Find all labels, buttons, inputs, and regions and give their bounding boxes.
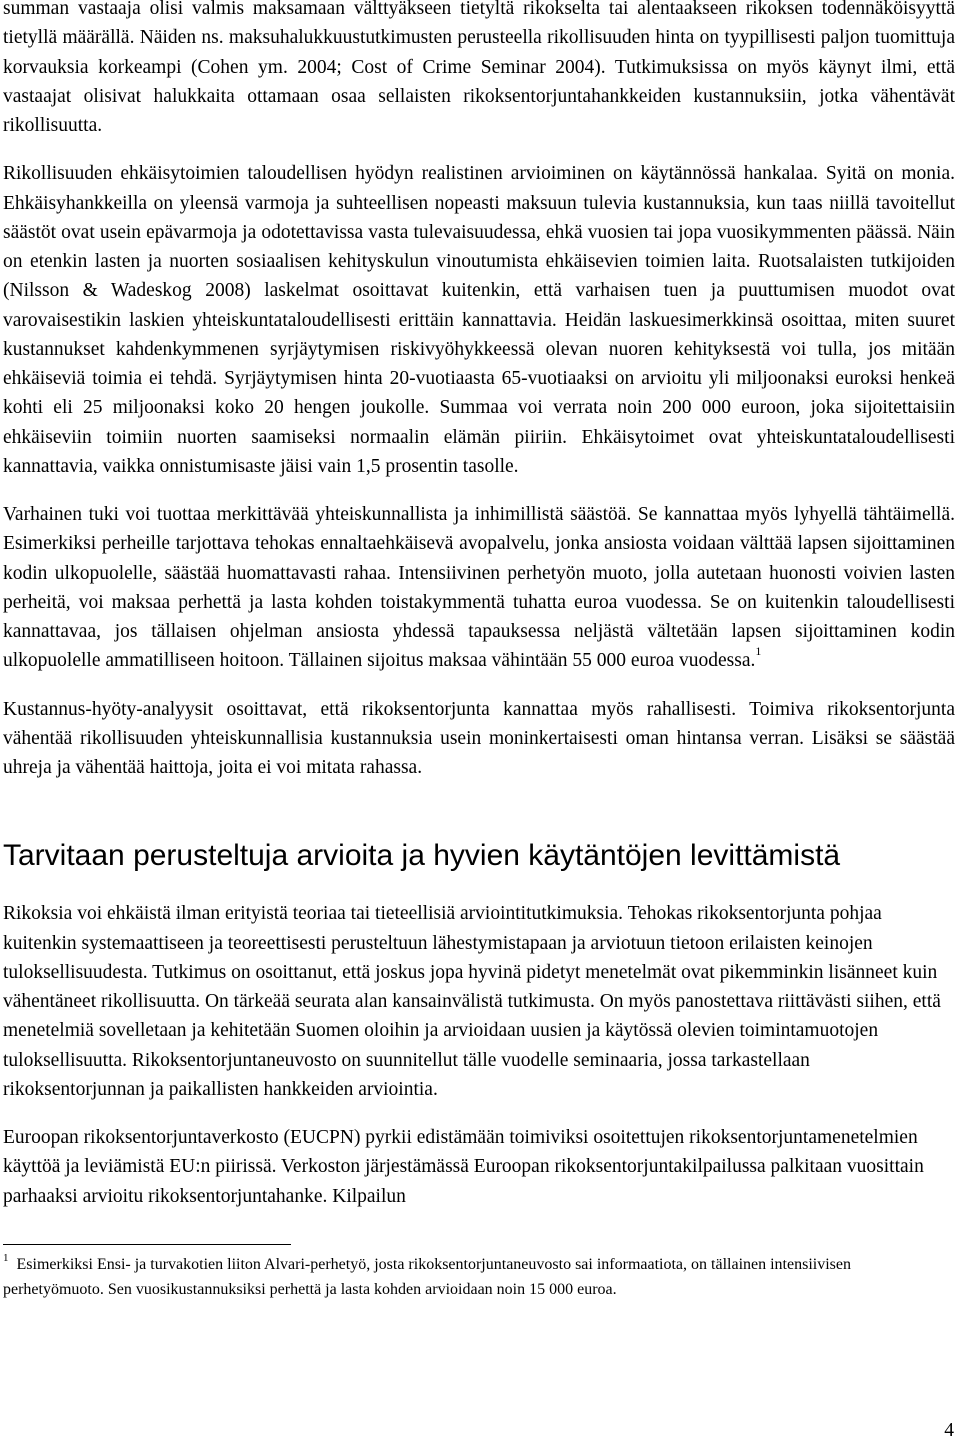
- paragraph: Rikoksia voi ehkäistä ilman erityistä teoriaa tai tieteellisiä arviointitutkimuksia. Tehokas rikoksentorjunta pohjaa kuitenkin systemaattiseen ja teoreettisesti perusteltuun lähestymistapaan ja arviotuun tietoon erilaisten keinojen tuloksellisuudesta. Tutkimus on osoittanut, että joskus jopa hyvinä pidetyt menetelmät ovat pikemminkin lisänneet kuin vähentäneet rikollisuutta. On tärkeää seurata alan kansainvälistä tutkimusta. On myös panostettava riittävästi siihen, että menetelmiä sovelletaan ja kehitetään Suomen oloihin ja arvioidaan uusien ja käytössä olevien toimintamuotojen tuloksellisuutta. Rikoksentorjuntaneuvosto on suunnitellut tälle vuodelle seminaaria, jossa tarkastellaan rikoksentorjunnan ja paikallisten hankkeiden arviointia.: [3, 903, 941, 1100]
- footnote-reference: 1: [755, 644, 762, 659]
- paragraph: summan vastaaja olisi valmis maksamaan välttyäkseen tietyltä rikokselta tai alentaakseen rikoksen todennäköisyyttä tietyllä määrällä. Näiden ns. maksuhalukkuustutkimusten perusteella rikollisuuden hinta on tyypillisesti paljon tuomittuja korvauksia korkeampi (Cohen ym. 2004; Cost of Crime Seminar 2004). Tutkimuksissa on myös käynyt ilmi, että vastaajat olisivat halukkaita ottamaan osaa sellaisten rikoksentorjuntahankkeiden kustannuksiin, jotka vähentävät rikollisuutta.: [3, 0, 955, 136]
- paragraph: Kustannus-hyöty-analyysit osoittavat, että rikoksentorjunta kannattaa myös rahallisesti. Toimiva rikoksentorjunta vähentää rikollisuuden yhteiskunnallisia kustannuksia usein moninkertaisesti oman hintansa verran. Lisäksi se säästää uhreja ja vähentää haittoja, joita ei voi mitata rahassa.: [3, 698, 955, 778]
- paragraph-text: Varhainen tuki voi tuottaa merkittävää yhteiskunnallista ja inhimillistä säästöä. Se kannattaa myös lyhyellä tähtäimellä. Esimerkiksi perheille tarjottava tehokas ennaltaehkäisevä avopalvelu, jonka ansiosta voidaan välttää lapsen sijoittaminen kodin ulkopuolelle, säästää huomattavasti rahaa. Intensiivinen perhetyön muoto, jolla autetaan huonosti voivien lasten perheitä, voi maksaa perhettä ja lasta kohden toistakymmentä tuhatta euroa vuodessa. Se on kuitenkin taloudellisesti kannattavaa, jos tällaisen ohjelman ansiosta yhdessä tapauksessa neljästä vältetään lapsen sijoittaminen kodin ulkopuolelle ammatilliseen hoitoon. Tällainen sijoitus maksaa vähintään 55 000 euroa vuodessa.: [3, 504, 955, 672]
- page-number: 4: [944, 1419, 954, 1441]
- paragraph: Euroopan rikoksentorjuntaverkosto (EUCPN) pyrkii edistämään toimiviksi osoitettujen rikoksentorjuntamenetelmien käyttöä ja leviämistä EU:n piirissä. Verkoston järjestämässä Euroopan rikoksentorjuntakilpailussa palkitaan vuosittain parhaaksi arvioitu rikoksentorjuntahanke. Kilpailun: [3, 1127, 924, 1207]
- footnote: [3, 1253, 955, 1303]
- footnote-marker: 1: [3, 1251, 9, 1264]
- footnote-text: Esimerkiksi Ensi- ja turvakotien liiton Alvari-perhetyö, josta rikoksentorjuntaneuvosto sai informaatiota, on tällainen intensiivisen perhetyömuoto. Sen vuosikustannuksiksi perhettä ja lasta kohden arvioidaan noin 15 000 euroa.: [3, 1255, 851, 1298]
- section-heading: Tarvitaan perusteltuja arvioita ja hyvien käytäntöjen levittämistä: [3, 839, 841, 873]
- document-page: [3, 0, 955, 1302]
- paragraph-with-footnote: [3, 500, 955, 676]
- paragraph: Rikollisuuden ehkäisytoimien taloudellisen hyödyn realistinen arvioiminen on käytännössä hankalaa. Syitä on monia. Ehkäisyhankkeilla on yleensä varmoja ja suhteellisen nopeasti maksuun tulevia kustannuksia, kun taas niillä tavoitellut säästöt ovat usein epävarmoja ja odotettavissa vasta tulevaisuudessa, ehkä vuosien tai jopa vuosikymmenten päässä. Näin on etenkin lasten ja nuorten sosiaalisen kehityskulun vinoutumista ehkäisevien toimien laita. Ruotsalaisten tutkijoiden (Nilsson & Wadeskog 2008) laskelmat osoittavat kuitenkin, että varhaisen tuen ja puuttumisen muodot ovat varovaisestikin laskien yhteiskuntataloudellisesti erittäin kannattavia. Heidän laskuesimerkkinsä osoittaa, miten suuret kustannukset kahdenkymmenen syrjäytymisen riskivyöhykkeessä olevan nuoren kehityksestä voi tulla, jos mitään ehkäiseviä toimia ei tehdä. Syrjäytymisen hinta 20-vuotiaasta 65-vuotiaaksi on arvioitu yli miljoonaksi euroksi henkeä kohti eli 25 miljoonaksi koko 20 hengen joukolle. Summaa voi verrata noin 200 000 euroon, joka sijoitettaisiin ehkäiseviin toimiin nuorten saamiseksi normaalin elämän piiriin. Ehkäisytoimet ovat yhteiskuntataloudellisesti kannattavia, vaikka onnistumisaste jäisi vain 1,5 prosentin tasolle.: [3, 163, 955, 477]
- footnote-divider: [3, 1244, 291, 1245]
